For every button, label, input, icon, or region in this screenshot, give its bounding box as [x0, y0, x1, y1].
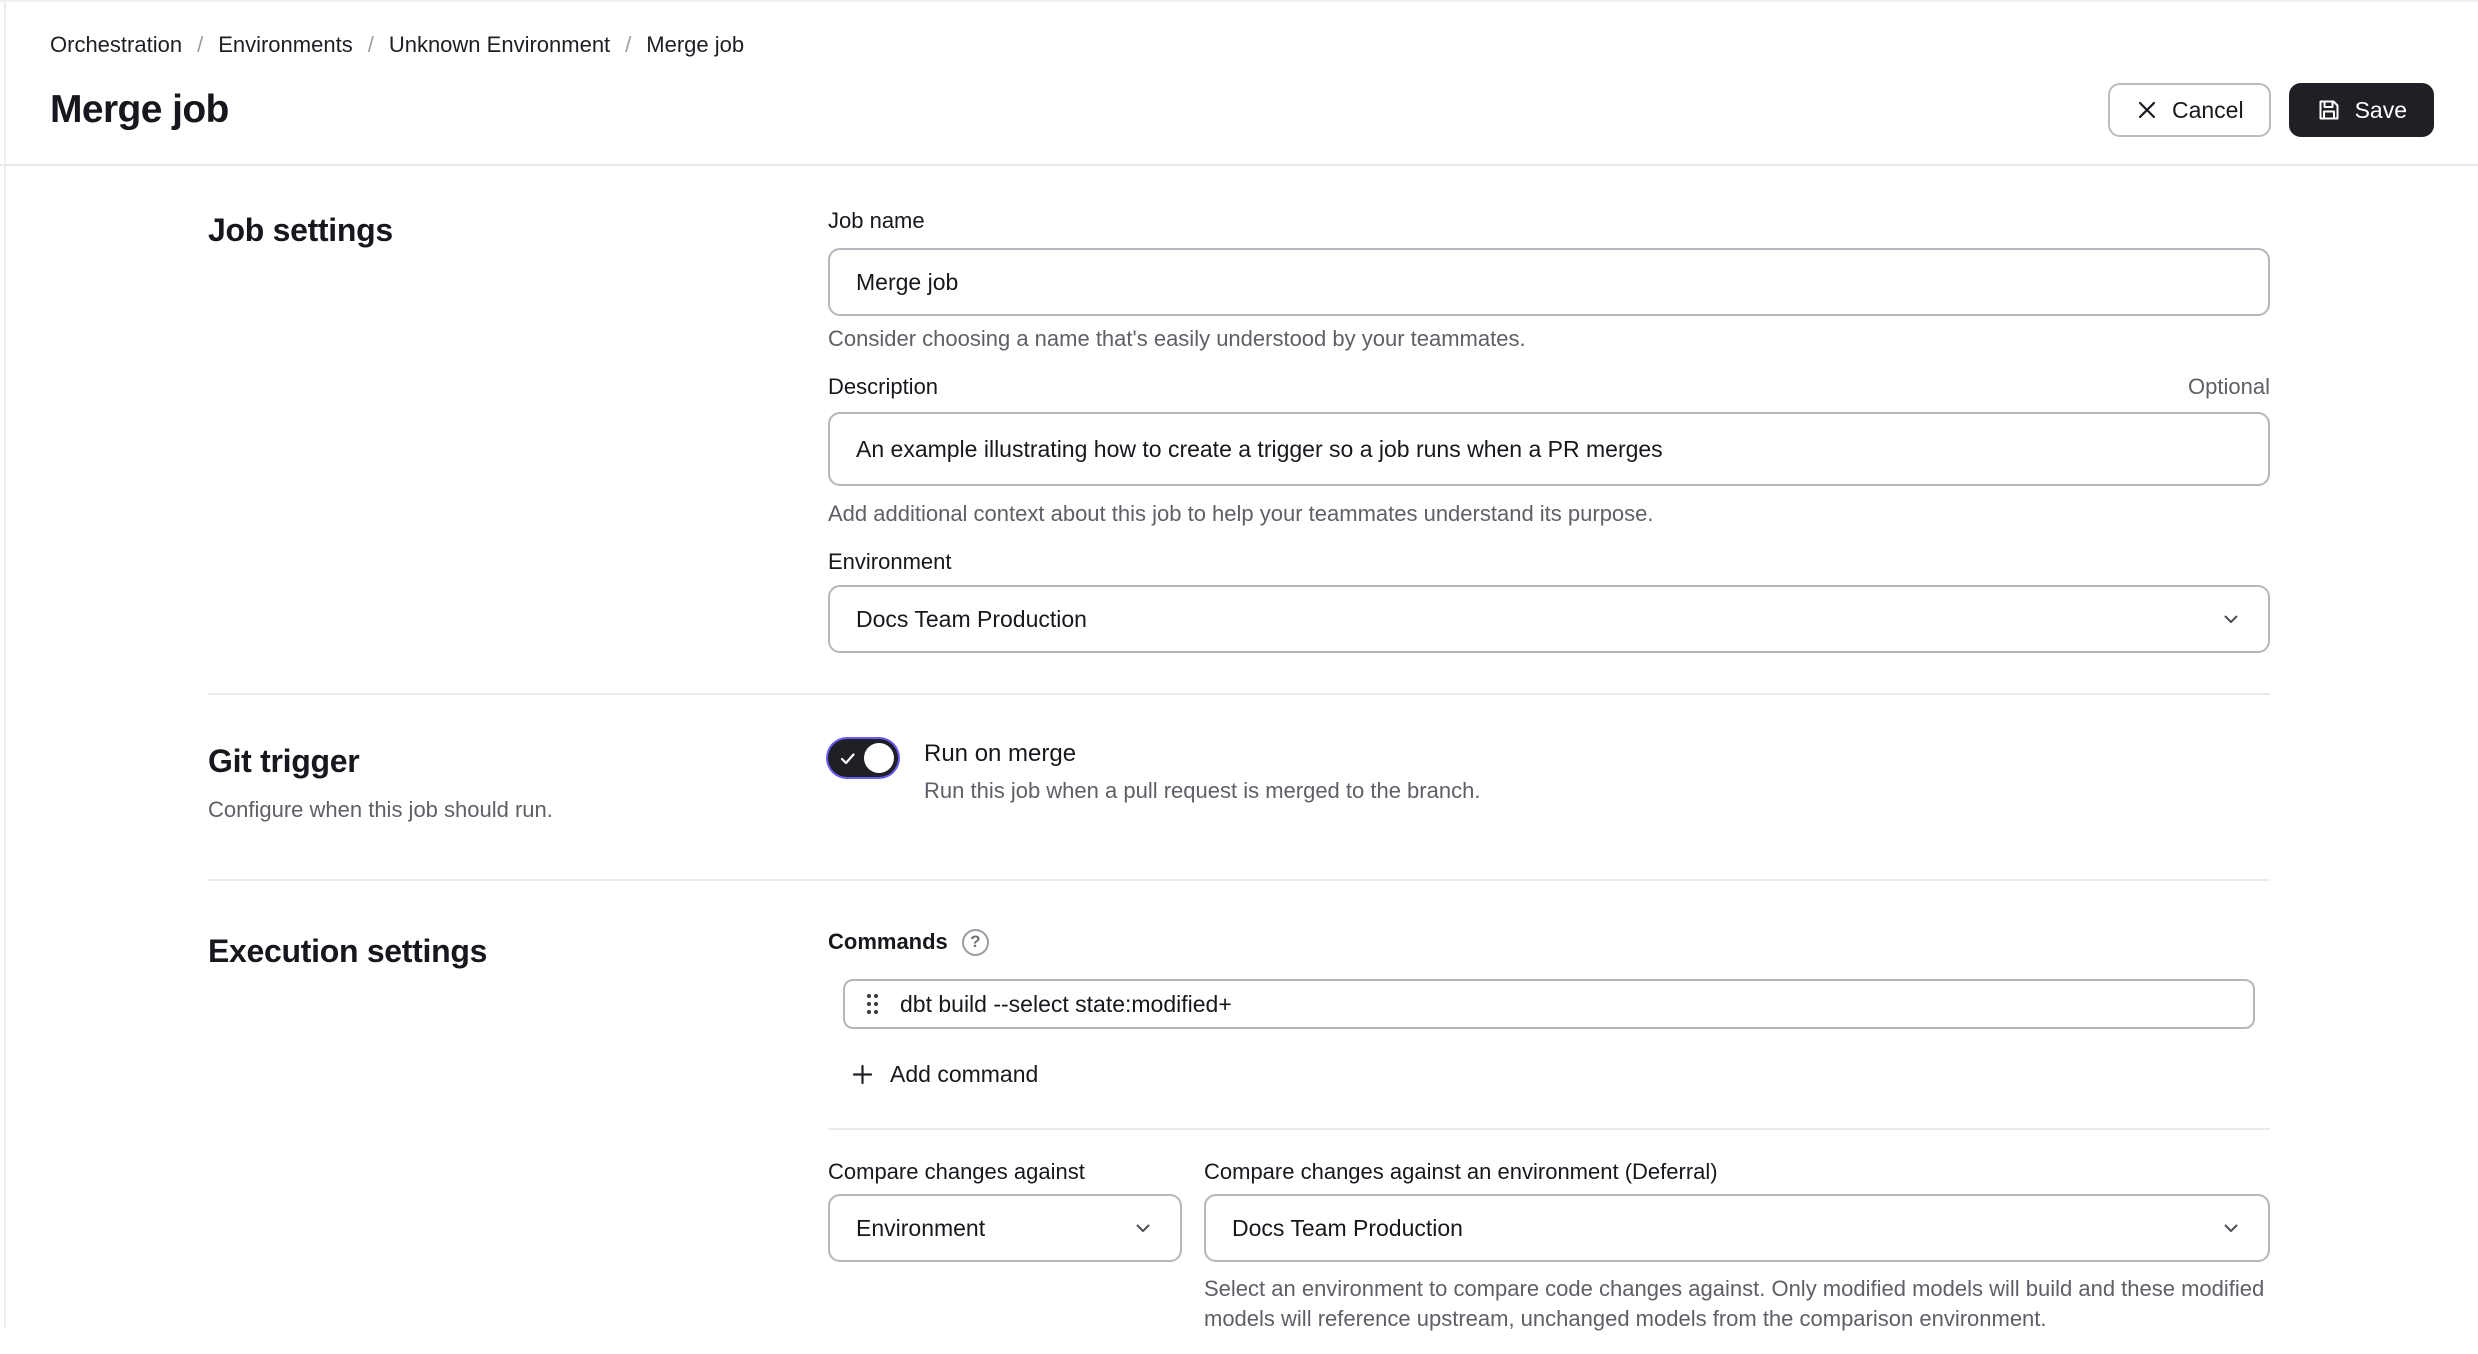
- git-trigger-heading: Git trigger: [208, 743, 360, 779]
- git-trigger-subheading: Configure when this job should run.: [208, 797, 553, 822]
- add-command-label: Add command: [890, 1061, 1039, 1087]
- commands-divider: [828, 1128, 2270, 1130]
- optional-badge: Optional: [2188, 374, 2270, 399]
- description-textarea[interactable]: [828, 412, 2270, 486]
- compare-changes-select[interactable]: [828, 1194, 1182, 1262]
- save-button[interactable]: [2289, 83, 2434, 137]
- breadcrumb-separator: /: [625, 32, 632, 57]
- run-on-merge-toggle[interactable]: [828, 739, 898, 777]
- execution-settings-fields: [828, 927, 2270, 1334]
- commands-label: Commands: [828, 929, 948, 954]
- add-command-button[interactable]: [850, 1061, 1038, 1088]
- toggle-knob: [864, 743, 894, 773]
- breadcrumb-item-merge-job: Merge job: [646, 32, 745, 57]
- compare-changes-label: Compare changes against: [828, 1159, 1085, 1184]
- execution-settings-section: [0, 881, 2478, 1354]
- job-name-help: Consider choosing a name that's easily understood by your teammates.: [828, 326, 1526, 351]
- breadcrumb-item-environments[interactable]: Environments: [218, 32, 353, 57]
- header-actions: [2108, 83, 2434, 137]
- x-icon: [2135, 98, 2159, 122]
- environment-select[interactable]: [828, 585, 2270, 653]
- breadcrumb-item-unknown-environment[interactable]: Unknown Environment: [388, 32, 611, 57]
- execution-settings-heading: Execution settings: [208, 933, 488, 969]
- description-field: [828, 372, 2270, 527]
- breadcrumb-separator: /: [197, 32, 204, 57]
- panel-edge-line: [4, 2, 6, 1328]
- git-trigger-heading-col: [208, 737, 828, 824]
- breadcrumb: [50, 32, 2434, 58]
- job-name-label: Job name: [828, 208, 925, 233]
- git-trigger-section: [0, 695, 2478, 879]
- save-button-label: Save: [2354, 96, 2407, 123]
- command-text: dbt build --select state:modified+: [900, 990, 1232, 1017]
- job-form: [0, 166, 2478, 1354]
- job-settings-fields: [828, 206, 2270, 653]
- run-on-merge-row: [828, 737, 2270, 805]
- deferral-select-value: Docs Team Production: [1232, 1214, 1463, 1241]
- drag-handle-icon[interactable]: [865, 991, 880, 1017]
- run-on-merge-description: Run this job when a pull request is merged to the branch.: [924, 778, 1481, 803]
- plus-icon: [850, 1062, 875, 1087]
- chevron-down-icon: [1130, 1215, 1156, 1241]
- cancel-button[interactable]: [2108, 83, 2271, 137]
- description-label: Description: [828, 374, 939, 399]
- breadcrumb-item-orchestration[interactable]: Orchestration: [50, 32, 183, 57]
- command-row[interactable]: [843, 979, 2255, 1029]
- deferral-select[interactable]: [1204, 1194, 2270, 1262]
- job-name-input[interactable]: [828, 248, 2270, 316]
- job-settings-section: [0, 166, 2478, 693]
- deferral-label: Compare changes against an environment (Deferral): [1204, 1159, 1718, 1184]
- deferral-help: Select an environment to compare code changes against. Only modified models will build and these modified models will reference upstream, unchanged models from the comparison environment.: [1204, 1276, 2265, 1331]
- cancel-button-label: Cancel: [2171, 96, 2244, 123]
- run-on-merge-label: Run on merge: [924, 740, 1077, 767]
- page-header: [0, 2, 2478, 166]
- run-on-merge-text: [924, 737, 1480, 805]
- execution-settings-heading-col: [208, 927, 828, 1334]
- environment-select-value: Docs Team Production: [856, 605, 1087, 632]
- check-icon: [838, 749, 857, 768]
- description-help: Add additional context about this job to help your teammates understand its purpose.: [828, 501, 1654, 526]
- page-title: Merge job: [50, 88, 229, 131]
- save-icon: [2316, 97, 2342, 123]
- environment-label: Environment: [828, 549, 952, 574]
- breadcrumb-separator: /: [367, 32, 374, 57]
- chevron-down-icon: [2218, 1215, 2244, 1241]
- question-circle-icon[interactable]: ?: [962, 929, 989, 956]
- compare-settings: [828, 1158, 2270, 1334]
- job-settings-heading-col: [208, 206, 828, 653]
- environment-field: [828, 547, 2270, 653]
- job-name-field: [828, 206, 2270, 352]
- git-trigger-fields: [828, 737, 2270, 824]
- chevron-down-icon: [2218, 606, 2244, 632]
- compare-changes-select-value: Environment: [856, 1214, 986, 1241]
- deferral-field: [1204, 1158, 2270, 1334]
- compare-changes-field: [828, 1158, 1182, 1334]
- job-settings-heading: Job settings: [208, 212, 393, 248]
